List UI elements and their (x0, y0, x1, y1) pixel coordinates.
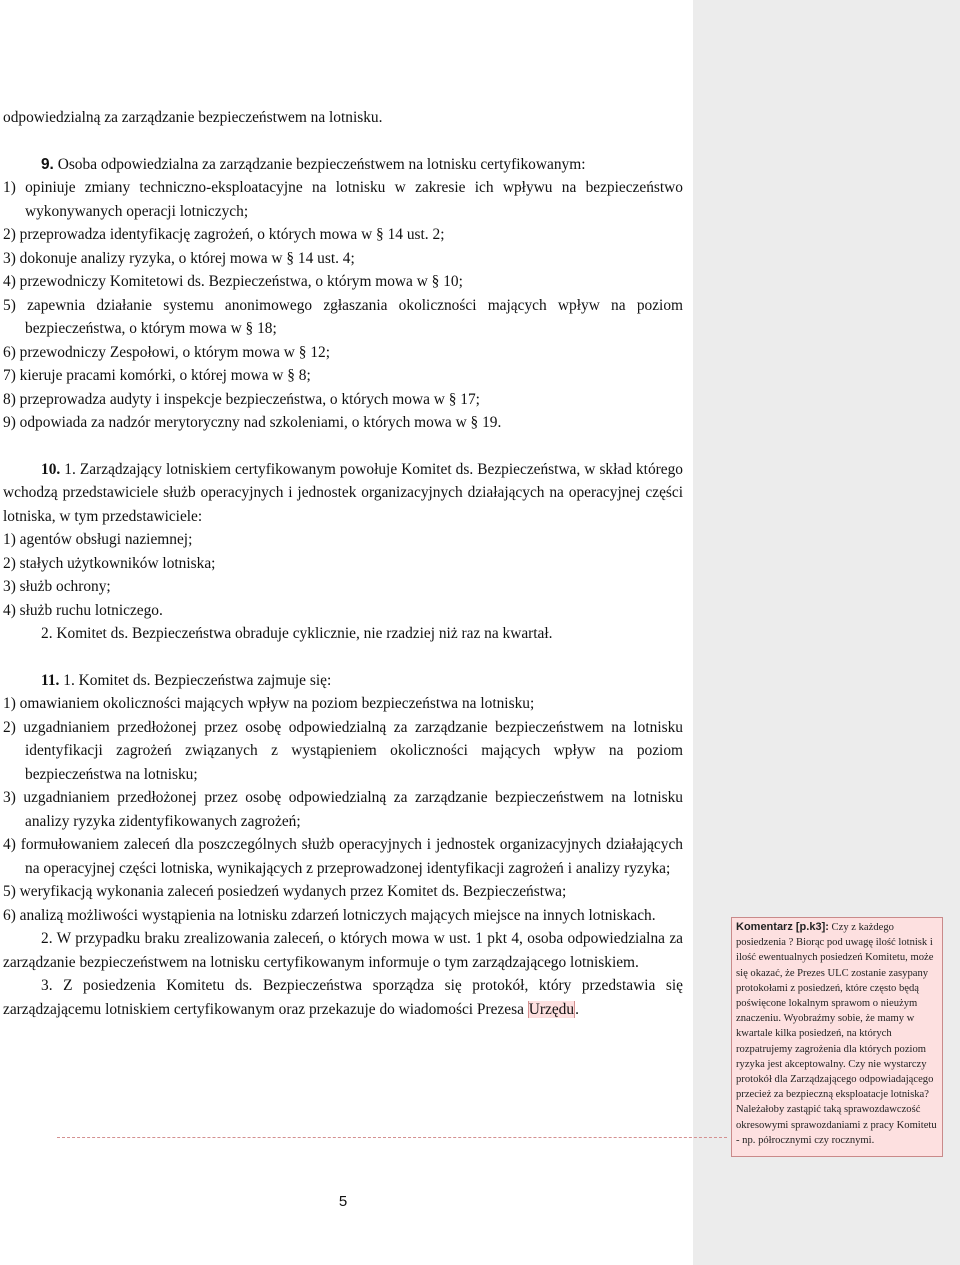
list-item: 2) uzgadnianiem przedłożonej przez osobę odpowiedzialną za zarządzanie bezpieczeństwem na lotnisku identyfikacji zagrożeń związanych z wystąpieniem okoliczności mających wpływ na poziom bezpieczeństwa na lotnisku; (3, 718, 683, 783)
list-item: 2) stałych użytkowników lotniska; (3, 554, 216, 572)
section-number: 11. (41, 671, 60, 689)
section-11-para-1 (3, 669, 683, 693)
comment-balloon[interactable] (731, 917, 943, 1157)
paragraph-text: 1. Zarządzający lotniskiem certyfikowanym powołuje Komitet ds. Bezpieczeństwa, w skład którego wchodzą przedstawiciele służb operacyjnych i jednostek organizacyjnych działających na operacyjnej części lotniska, w tym przedstawiciele: (3, 460, 683, 525)
list-item: 5) weryfikacją wykonania zaleceń posiedzeń wydanych przez Komitet ds. Bezpieczeństwa; (3, 883, 567, 900)
document-body (3, 106, 683, 1021)
list-item: 1) opiniuje zmiany techniczno-eksploatacyjne na lotnisku w zakresie ich wpływu na bezpieczeństwo wykonywanych operacji lotniczych; (3, 179, 683, 220)
comment-highlight[interactable]: Urzędu (528, 1000, 575, 1018)
list-item: 3) uzgadnianiem przedłożonej przez osobę odpowiedzialną za zarządzanie bezpieczeństwem na lotnisku analizy ryzyka zidentyfikowanych zagrożeń; (3, 789, 683, 830)
paragraph-text: 1. Komitet ds. Bezpieczeństwa zajmuje się: (63, 671, 332, 689)
list-item: 4) formułowaniem zaleceń dla poszczególnych służb operacyjnych i jednostek organizacyjnych działających na operacyjnej części lotniska, wynikających z przeprowadzonej identyfikacji zagrożeń i analizy ryzyka; (3, 836, 683, 877)
list-item: 2) przeprowadza identyfikację zagrożeń, o których mowa w § 14 ust. 2; (3, 226, 445, 243)
paragraph: 2. W przypadku braku zrealizowania zaleceń, o których mowa w ust. 1 pkt 4, osoba odpowiedzialna za zarządzanie bezpieczeństwem na lotnisku certyfikowanym informuje o tym zarządzającego lotniskiem. (3, 930, 683, 971)
list-item: 6) przewodniczy Zespołowi, o którym mowa w § 12; (3, 343, 330, 361)
list-item: 7) kieruje pracami komórki, o której mowa w § 8; (3, 367, 311, 384)
list-item: 8) przeprowadza audyty i inspekcje bezpieczeństwa, o których mowa w § 17; (3, 390, 480, 408)
page-number: 5 (338, 1193, 348, 1210)
comment-text: Czy z każdego posiedzenia ? Biorąc pod uwagę ilość lotnisk i ilość ewentualnych posiedzeń Komitetu, może się okazać, że Prezes ULC zostanie zasypany protokołami z posiedzeń, które często będą poświęcone lokalnym sprawom o nieużym znaczeniu. Wyobraźmy sobie, że mamy w kwartale kilka posiedzeń, na których rozpatrujemy zagrożenia dla których poziom ryzyka jest akceptowalny. Czy nie wystarczy protokół dla Zarządzającego odpowiadającego przecież za bezpieczną eksploatacje lotniska? Należałoby zastąpić taką sprawozdawczość okresowymi sprawozdaniami z pracy Komitetu - np. półrocznymi czy rocznymi. (736, 922, 937, 1146)
paragraph-text: 3. Z posiedzenia Komitetu ds. Bezpieczeństwa sporządza się protokół, który przedstawia się zarządzającemu lotniskiem certyfikowanym oraz przekazuje do wiadomości Prezesa (3, 977, 683, 1018)
list-item: 6) analizą możliwości wystąpienia na lotnisku zdarzeń lotniczych mających miejsce na innych lotniskach. (3, 906, 656, 924)
list-item: 1) agentów obsługi naziemnej; (3, 531, 193, 548)
list-item: 4) przewodniczy Komitetowi ds. Bezpieczeństwa, o którym mowa w § 10; (3, 273, 463, 290)
list-item: 4) służb ruchu lotniczego. (3, 601, 163, 619)
list-item: 5) zapewnia działanie systemu anonimowego zgłaszania okoliczności mających wpływ na poziom bezpieczeństwa, o którym mowa w § 18; (3, 296, 683, 337)
paragraph-text: . (575, 1000, 579, 1018)
section-10-para-1 (3, 458, 683, 529)
comment-anchor-line (57, 1137, 727, 1138)
list-item: 3) służb ochrony; (3, 578, 111, 595)
list-item: 3) dokonuje analizy ryzyka, o której mowa w § 14 ust. 4; (3, 249, 355, 267)
section-number: 10. (41, 460, 61, 478)
paragraph-text: Osoba odpowiedzialna za zarządzanie bezpieczeństwem na lotnisku certyfikowanym: (57, 155, 586, 173)
comment-label: Komentarz [p.k3]: (736, 921, 829, 933)
section-number: 9. (41, 155, 54, 173)
list-item: 9) odpowiada za nadzór merytoryczny nad szkoleniami, o których mowa w § 19. (3, 414, 502, 431)
paragraph: 2. Komitet ds. Bezpieczeństwa obraduje cyklicznie, nie rzadziej niż raz na kwartał. (41, 625, 553, 642)
paragraph: odpowiedzialną za zarządzanie bezpieczeństwem na lotnisku. (3, 109, 383, 126)
list-item: 1) omawianiem okoliczności mających wpływ na poziom bezpieczeństwa na lotnisku; (3, 695, 535, 712)
section-9-intro (3, 153, 683, 177)
paragraph (3, 974, 683, 1021)
